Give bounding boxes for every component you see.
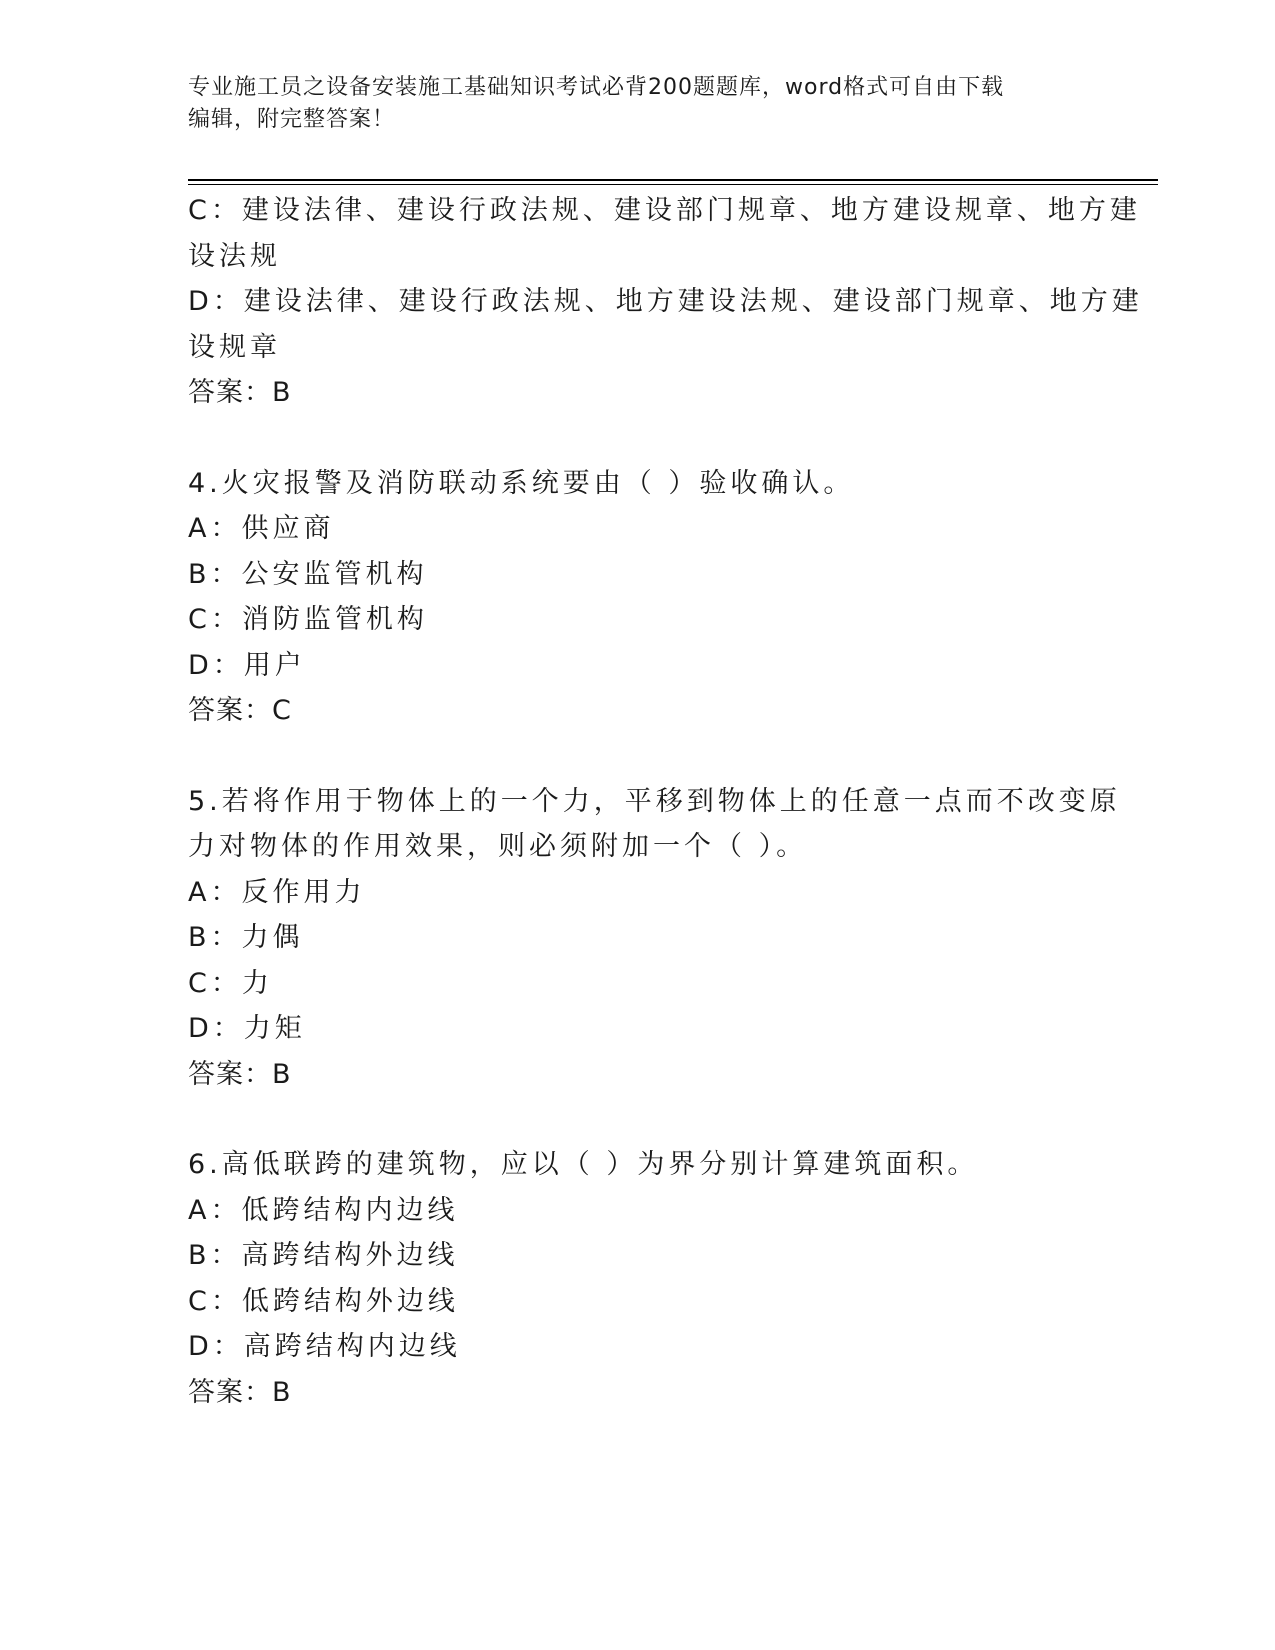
option-b: B：力偶 <box>188 922 304 953</box>
option-c-line2: 设法规 <box>188 240 281 272</box>
question-stem-line1: 5.若将作用于物体上的一个力，平移到物体上的任意一点而不改变原 <box>188 785 1121 817</box>
answer: 答案：B <box>188 1058 292 1090</box>
question-stem-line2: 力对物体的作用效果，则必须附加一个（ ）。 <box>188 831 808 862</box>
document-header <box>188 72 1068 136</box>
option-c: C：消防监管机构 <box>188 604 428 635</box>
spacer <box>188 734 1088 779</box>
header-divider-thin <box>188 184 1158 185</box>
option-d: D：高跨结构内边线 <box>188 1331 461 1362</box>
header-title-line2: 编辑，附完整答案！ <box>188 107 396 132</box>
spacer <box>188 1097 1088 1142</box>
question-5 <box>188 779 1121 1098</box>
answer: 答案：C <box>188 695 292 726</box>
answer: 答案：B <box>188 377 292 408</box>
header-title-line1: 专业施工员之设备安装施工基础知识考试必背200题题库，word格式可自由下载 <box>188 75 1005 100</box>
header-divider-thick <box>188 179 1158 181</box>
option-a: A：供应商 <box>188 513 335 544</box>
option-d-line2: 设规章 <box>188 331 281 363</box>
option-c: C：低跨结构外边线 <box>188 1285 459 1317</box>
question-4 <box>188 461 1088 734</box>
option-b: B：高跨结构外边线 <box>188 1240 459 1271</box>
question-3-continued <box>188 188 1143 416</box>
option-c: C：力 <box>188 967 273 999</box>
option-b: B：公安监管机构 <box>188 558 428 590</box>
option-a: A：低跨结构内边线 <box>188 1194 459 1226</box>
option-d: D：用户 <box>188 649 306 681</box>
question-stem: 4.火灾报警及消防联动系统要由（ ）验收确认。 <box>188 467 855 499</box>
answer: 答案：B <box>188 1376 292 1408</box>
option-a: A：反作用力 <box>188 876 366 908</box>
spacer <box>188 416 1088 461</box>
option-d: D：力矩 <box>188 1013 306 1044</box>
option-d-line1: D：建设法律、建设行政法规、地方建设法规、建设部门规章、地方建 <box>188 286 1143 317</box>
question-stem: 6.高低联跨的建筑物，应以（ ）为界分别计算建筑面积。 <box>188 1149 979 1180</box>
option-c-line1: C：建设法律、建设行政法规、建设部门规章、地方建设规章、地方建 <box>188 195 1141 226</box>
question-6 <box>188 1142 1088 1415</box>
document-body <box>188 188 1143 1415</box>
